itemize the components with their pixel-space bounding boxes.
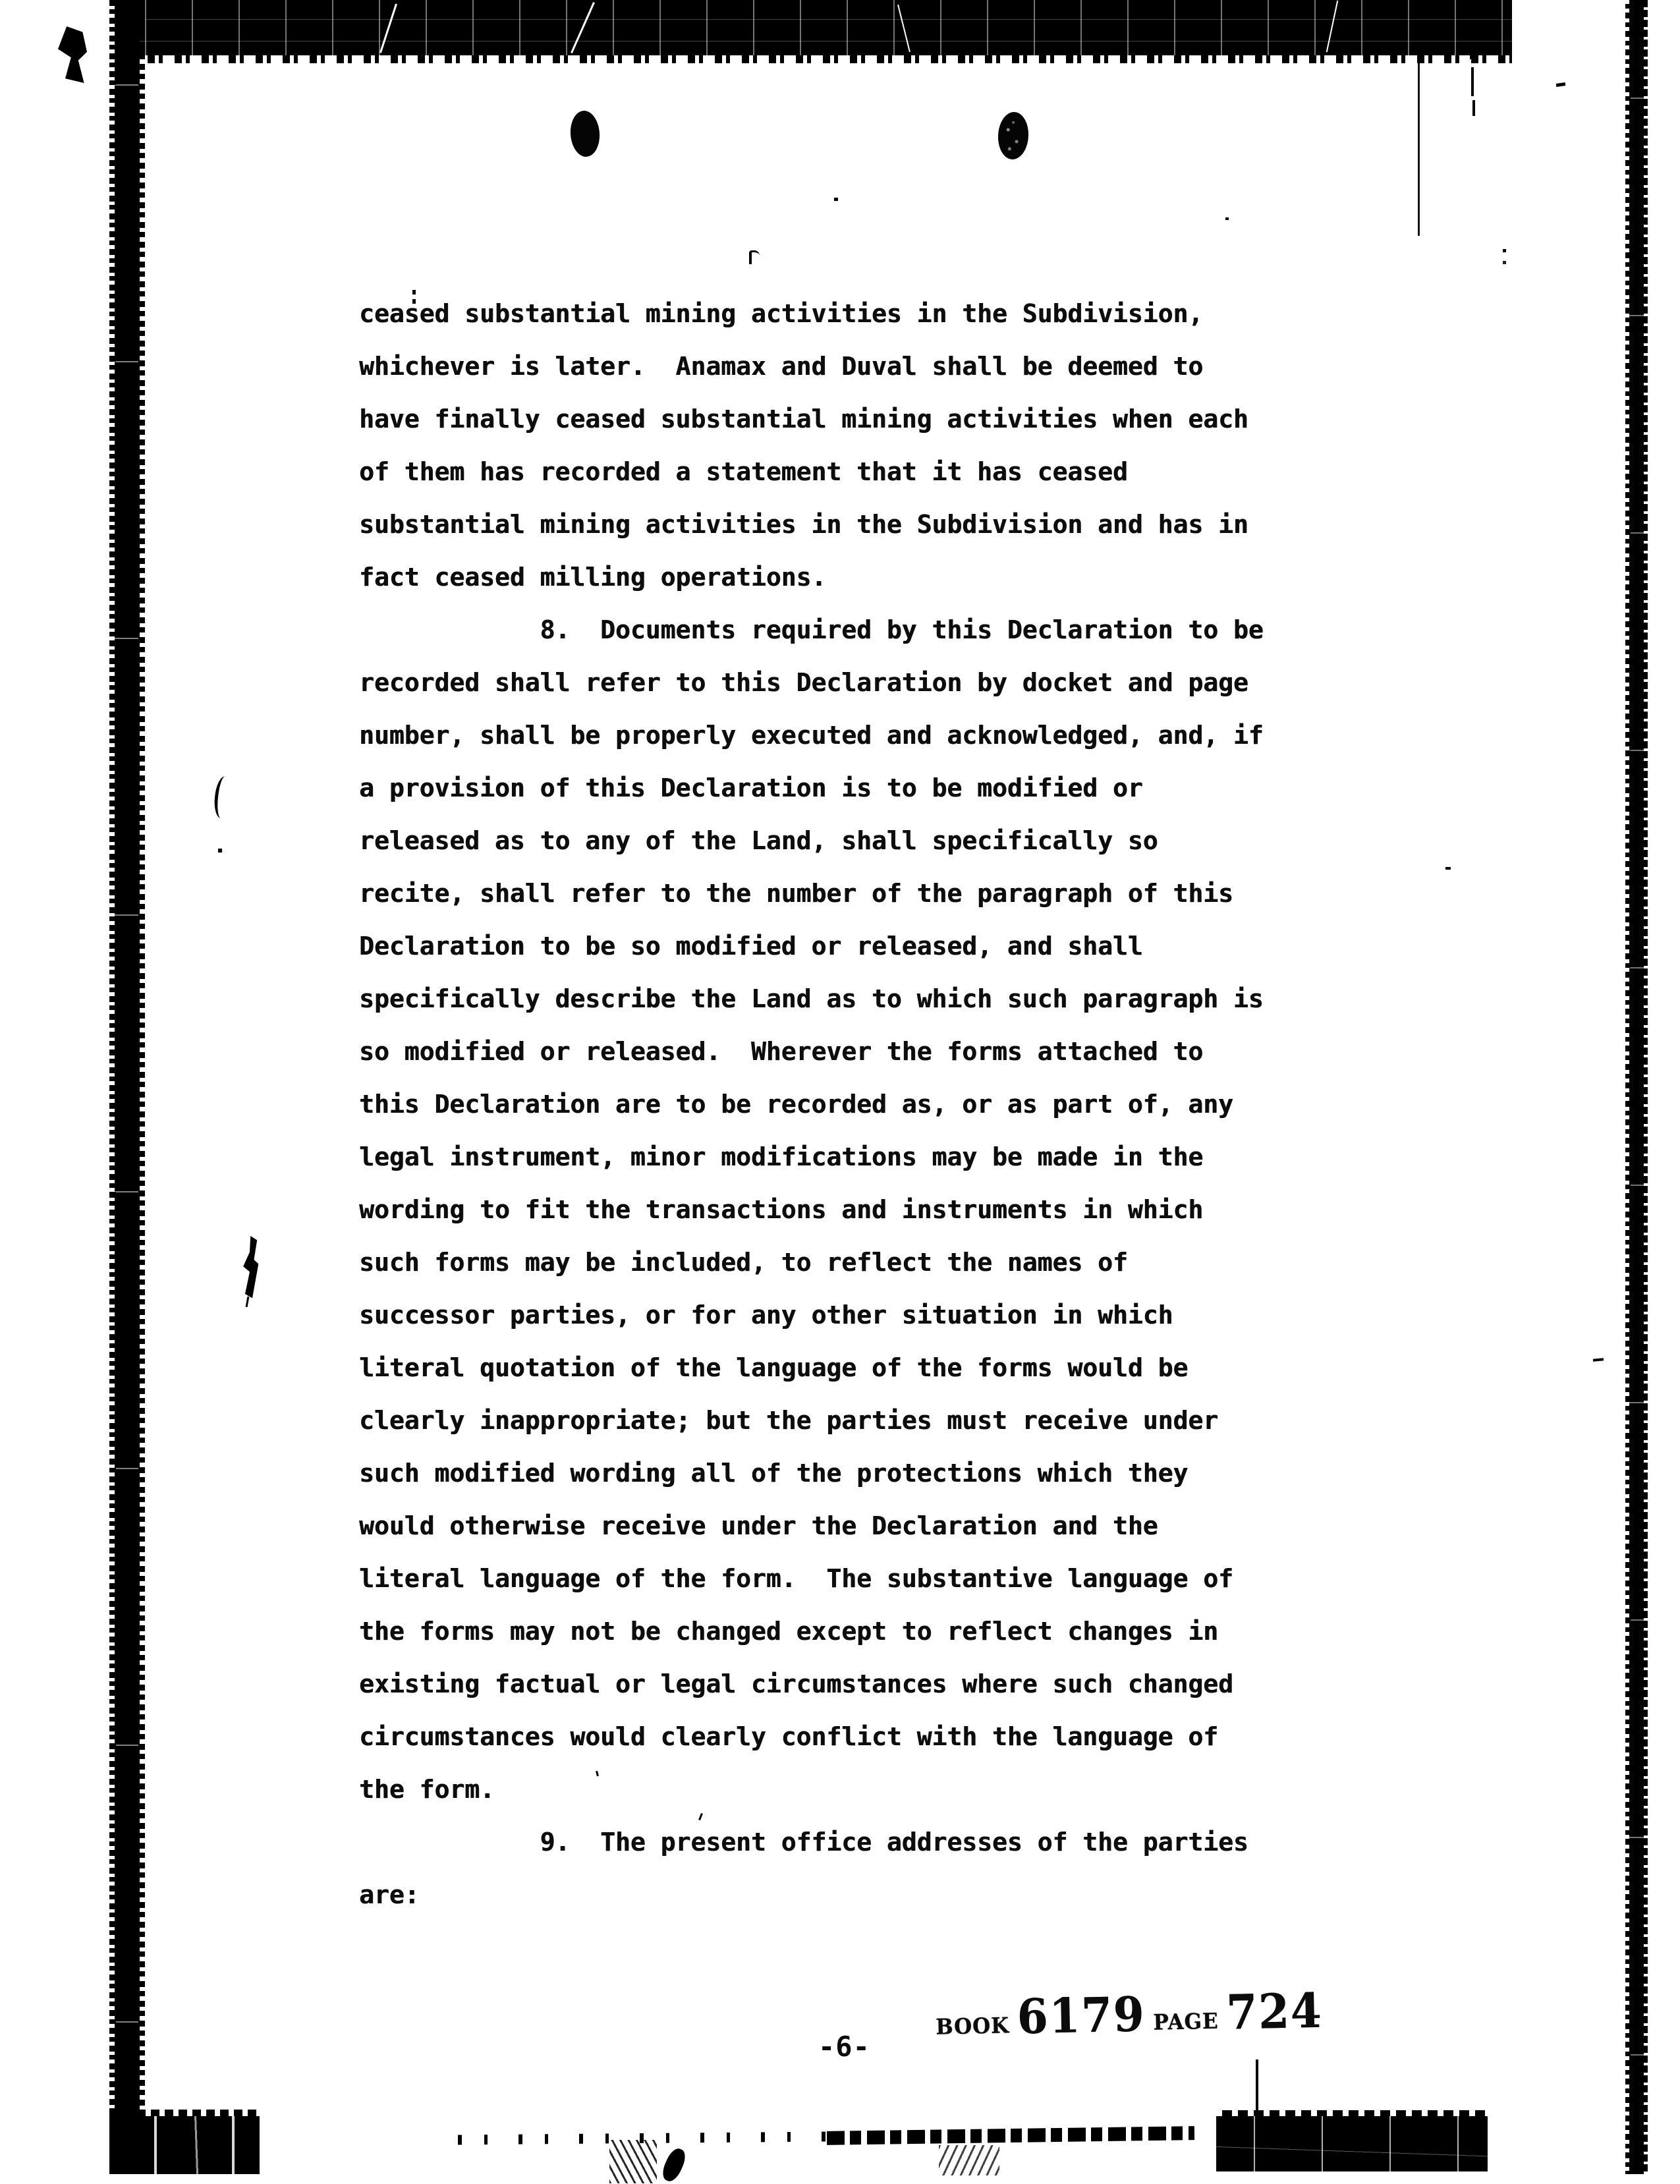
film-scribble: [939, 2145, 999, 2175]
punch-hole-dot-right: [997, 111, 1030, 160]
body-line-29: the form.: [359, 1775, 495, 1804]
film-edge-left-bar: [109, 0, 145, 2174]
body-line-1: ceased substantial mining activities in the Subdivision,: [359, 299, 1204, 328]
body-line-8: recorded shall refer to this Declaration by docket and page: [359, 668, 1248, 697]
page-number: -6-: [818, 2030, 870, 2063]
body-line-22: clearly inappropriate; but the parties must receive under: [359, 1406, 1219, 1435]
document-body: [359, 287, 1334, 1921]
scratch-mark: [571, 2, 595, 53]
film-speck: [1471, 67, 1474, 96]
film-edge-left-ragged: [1625, 0, 1631, 2174]
scratch-mark: [1326, 1, 1339, 53]
body-line-24: would otherwise receive under the Declaration and the: [359, 1511, 1158, 1540]
body-line-17: legal instrument, minor modifications may be made in the: [359, 1142, 1204, 1171]
margin-pen-mark: [239, 1235, 260, 1299]
body-line-30: 9. The present office addresses of the parties: [359, 1828, 1248, 1857]
body-line-21: literal quotation of the language of the forms would be: [359, 1353, 1189, 1382]
body-line-2: whichever is later. Anamax and Duval shall be deemed to: [359, 352, 1204, 381]
film-speck: [1556, 82, 1566, 87]
film-speck: [1593, 1358, 1604, 1361]
stamp-page-number: 724: [1225, 1982, 1324, 2041]
stamp-book-label: BOOK: [935, 2013, 1010, 2040]
body-line-6: fact ceased milling operations.: [359, 563, 827, 592]
body-line-3: have finally ceased substantial mining activities when each: [359, 405, 1248, 434]
body-line-14: specifically describe the Land as to which such paragraph is: [359, 984, 1264, 1013]
body-line-28: circumstances would clearly conflict with the language of: [359, 1722, 1219, 1751]
film-blot-bottom-left: [109, 2116, 260, 2174]
body-line-16: this Declaration are to be recorded as, or as part of, any: [359, 1090, 1233, 1119]
film-edge-left-core: [115, 0, 140, 2174]
film-edge-left-ragged: [109, 0, 116, 2174]
punch-hole-dot-left: [569, 110, 602, 158]
film-blot: [659, 2146, 689, 2184]
body-line-12: recite, shall refer to the number of the paragraph of this: [359, 879, 1233, 908]
recorder-stamp: [935, 1984, 1323, 2044]
film-speck: [1472, 100, 1475, 116]
margin-pen-mark: [213, 775, 231, 819]
body-line-11: released as to any of the Land, shall specifically so: [359, 826, 1158, 855]
margin-pen-mark: [246, 1297, 250, 1307]
body-line-13: Declaration to be so modified or released, and shall: [359, 932, 1143, 961]
film-speck: [1445, 867, 1451, 870]
body-line-5: substantial mining activities in the Subdivision and has in: [359, 510, 1248, 539]
body-line-15: so modified or released. Wherever the forms attached to: [359, 1037, 1204, 1066]
body-line-27: existing factual or legal circumstances where such changed: [359, 1669, 1233, 1698]
film-speck: [1470, 42, 1473, 59]
scratch-mark: [897, 5, 910, 52]
film-blot-top-left: [58, 26, 87, 83]
body-line-20: successor parties, or for any other situation in which: [359, 1301, 1173, 1330]
film-speck: [1225, 217, 1229, 220]
film-edge-top-bar: [121, 0, 1512, 55]
scratch-line-bottom: [1256, 2059, 1258, 2119]
film-scribble: [609, 2140, 657, 2183]
body-line-10: a provision of this Declaration is to be modified or: [359, 773, 1143, 802]
body-line-19: such forms may be included, to reflect the names of: [359, 1248, 1128, 1277]
body-line-23: such modified wording all of the protections which they: [359, 1459, 1189, 1488]
film-edge-right-ragged: [138, 0, 145, 2174]
stamp-page-label: PAGE: [1153, 2009, 1219, 2036]
body-line-7: 8. Documents required by this Declaration to be: [359, 615, 1264, 644]
stamp-book-number: 6179: [1016, 1986, 1146, 2045]
film-speck: [834, 198, 838, 201]
film-speck: [1503, 249, 1506, 252]
body-line-18: wording to fit the transactions and instruments in which: [359, 1195, 1204, 1224]
film-speck: [218, 849, 222, 853]
film-blot-bottom-right: [1216, 2116, 1488, 2171]
film-noise-band: [827, 2126, 1194, 2145]
body-line-4: of them has recorded a statement that it has ceased: [359, 457, 1128, 486]
body-line-31: are:: [359, 1880, 420, 1909]
body-line-26: the forms may not be changed except to reflect changes in: [359, 1617, 1219, 1646]
scratch-line-top-right: [1418, 63, 1420, 236]
film-edge-right-core: [1629, 0, 1644, 2174]
scratch-mark: [379, 3, 397, 53]
film-edge-right-ragged: [1643, 0, 1648, 2174]
ink-smudge: [749, 250, 760, 264]
body-line-25: literal language of the form. The substantive language of: [359, 1564, 1233, 1593]
film-edge-right-bar: [1625, 0, 1648, 2174]
body-line-9: number, shall be properly executed and acknowledged, and, if: [359, 721, 1264, 750]
